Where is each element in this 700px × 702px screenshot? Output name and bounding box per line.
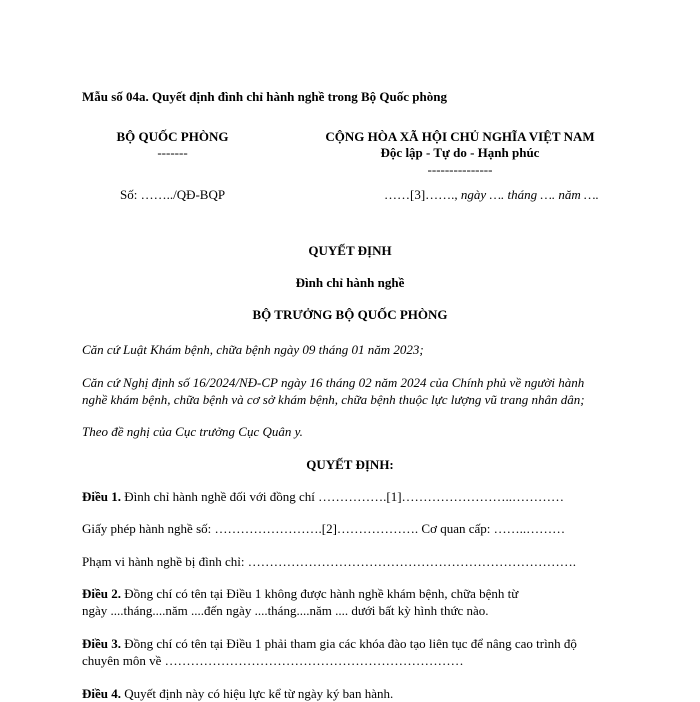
authority-title: BỘ TRƯỞNG BỘ QUỐC PHÒNG xyxy=(252,307,448,322)
article-3-text: Đồng chí có tên tại Điều 1 phải tham gia các khóa đào tạo liên tục để nâng cao trình độ xyxy=(121,636,577,651)
decides-heading: QUYẾT ĐỊNH: xyxy=(306,457,394,472)
document-number: Số: ……../QĐ-BQP xyxy=(120,187,226,202)
article-1-label: Điều 1. xyxy=(82,489,121,504)
decision-title: QUYẾT ĐỊNH xyxy=(308,243,392,258)
article-2-text: Đồng chí có tên tại Điều 1 không được hành nghề khám bệnh, chữa bệnh từ xyxy=(121,586,519,601)
form-title: Mẫu số 04a. Quyết định đình chỉ hành nghề trong Bộ Quốc phòng xyxy=(82,89,447,104)
article-3 xyxy=(82,636,577,652)
motto-rule: --------------- xyxy=(427,162,493,177)
article-4-label: Điều 4. xyxy=(82,686,121,701)
national-motto: Độc lập - Tự do - Hạnh phúc xyxy=(380,145,540,160)
article-1 xyxy=(82,489,564,505)
legal-basis-2-cont: nghề khám bệnh, chữa bệnh và cơ sở khám bệnh, chữa bệnh thuộc lực lượng vũ trang nhân dân; xyxy=(82,392,585,407)
place-placeholder: ……[3]……., xyxy=(384,187,461,202)
article-4-text: Quyết định này có hiệu lực kể từ ngày ký ban hành. xyxy=(121,686,394,701)
issuing-agency: BỘ QUỐC PHÒNG xyxy=(116,129,229,144)
legal-basis-3: Theo đề nghị của Cục trưởng Cục Quân y. xyxy=(82,424,303,439)
article-2-label: Điều 2. xyxy=(82,586,121,601)
national-title: CỘNG HÒA XÃ HỘI CHỦ NGHĨA VIỆT NAM xyxy=(325,129,595,144)
article-3-cont: chuyên môn về …………………………………………………………… xyxy=(82,653,464,668)
article-3-label: Điều 3. xyxy=(82,636,121,651)
article-1-text: Đình chỉ hành nghề đối với đồng chí …………….[1]……………………..………… xyxy=(121,489,565,504)
article-2 xyxy=(82,586,518,602)
license-line: Giấy phép hành nghề số: …………………….[2]………………. Cơ quan cấp: ……..……… xyxy=(82,521,566,536)
legal-basis-1: Căn cứ Luật Khám bệnh, chữa bệnh ngày 09 tháng 01 năm 2023; xyxy=(82,342,424,357)
legal-basis-2: Căn cứ Nghị định số 16/2024/NĐ-CP ngày 16 tháng 02 năm 2024 của Chính phủ về người hành xyxy=(82,375,585,390)
agency-rule: ------- xyxy=(157,145,188,160)
article-2-cont: ngày ....tháng....năm ....đến ngày ....tháng....năm .... dưới bất kỳ hình thức nào. xyxy=(82,603,489,618)
date-line: ngày …. tháng …. năm …. xyxy=(460,187,599,202)
scope-line: Phạm vi hành nghề bị đình chỉ: …………………………………………………………………. xyxy=(82,554,576,569)
decision-subject: Đình chỉ hành nghề xyxy=(295,275,405,290)
place-date xyxy=(384,187,599,203)
